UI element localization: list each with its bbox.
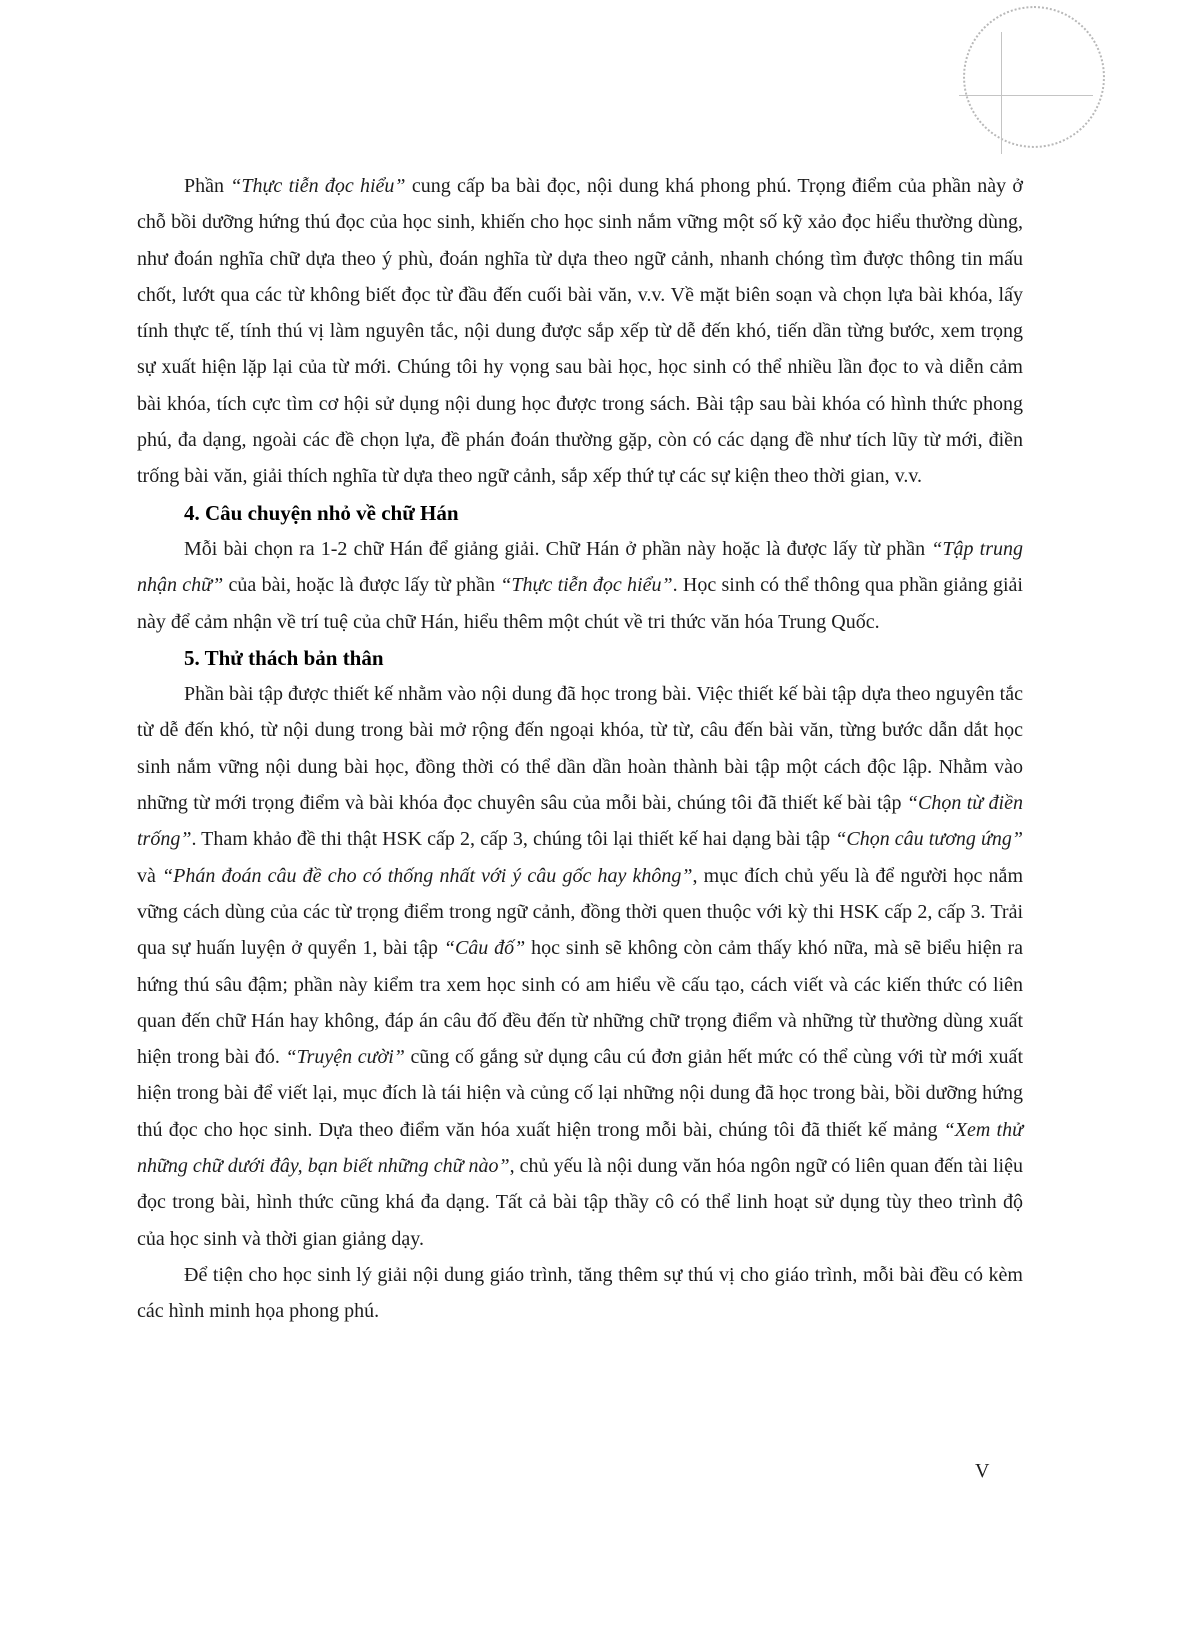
section-5-paragraph: Phần bài tập được thiết kế nhằm vào nội dung đã học trong bài. Việc thiết kế bài tập dựa theo nguyên tắc từ dễ đến khó, từ nội dung trong bài mở rộng đến ngoại khóa, từ từ, câu đến bài văn, từng bước dẫn dắt học sinh nắm vững nội dung bài học, đồng thời có thể dần dần hoàn thành bài tập một cách độc lập. Nhằm vào những từ mới trọng điểm và bài khóa đọc chuyên sâu của mỗi bài, chúng tôi đã thiết kế bài tập “Chọn từ điền trống”. Tham khảo đề thi thật HSK cấp 2, cấp 3, chúng tôi lại thiết kế hai dạng bài tập “Chọn câu tương ứng” và “Phán đoán câu đề cho có thống nhất với ý câu gốc hay không”, mục đích chủ yếu là để người học nắm vững cách dùng của các từ trọng điểm trong ngữ cảnh, đồng thời quen thuộc với kỳ thi HSK cấp 2, cấp 3. Trải qua sự huấn luyện ở quyển 1, bài tập “Câu đố” học sinh sẽ không còn cảm thấy khó nữa, mà sẽ biểu hiện ra hứng thú sâu đậm; phần này kiểm tra xem học sinh có am hiểu về cấu tạo, cách viết và các kiến thức có liên quan đến chữ Hán hay không, đáp án câu đố đều đến từ những chữ trọng điểm và những từ thường dùng xuất hiện trong bài đó. “Truyện cười” cũng cố gắng sử dụng câu cú đơn giản hết mức có thể cùng với từ mới xuất hiện trong bài để viết lại, mục đích là tái hiện và củng cố lại những nội dung đã học trong bài, bồi dưỡng hứng thú đọc cho học sinh. Dựa theo điểm văn hóa xuất hiện trong mỗi bài, chúng tôi đã thiết kế mảng “Xem thử những chữ dưới đây, bạn biết những chữ nào”, chủ yếu là nội dung văn hóa ngôn ngữ có liên quan đến tài liệu đọc trong bài, hình thức cũng khá đa dạng. Tất cả bài tập thầy cô có thể linh hoạt sử dụng tùy theo trình độ của học sinh và thời gian giảng dạy. bbox=[137, 683, 1023, 1250]
page-number: V bbox=[975, 1460, 990, 1482]
section-4-heading: 4. Câu chuyện nhỏ về chữ Hán bbox=[184, 500, 459, 525]
page-content bbox=[137, 168, 1023, 1330]
crosshair-vertical-line bbox=[1001, 32, 1002, 154]
crosshair-horizontal-line bbox=[959, 95, 1093, 96]
paragraph-reading-practice: Phần “Thực tiễn đọc hiểu” cung cấp ba bài đọc, nội dung khá phong phú. Trọng điểm của phần này ở chỗ bồi dưỡng hứng thú đọc của học sinh, khiến cho học sinh nắm vững một số kỹ xảo đọc hiểu thường dùng, như đoán nghĩa chữ dựa theo ý phù, đoán nghĩa từ dựa theo ngữ cảnh, nhanh chóng tìm được thông tin mấu chốt, lướt qua các từ không biết đọc từ đầu đến cuối bài văn, v.v. Về mặt biên soạn và chọn lựa bài khóa, lấy tính thực tế, tính thú vị làm nguyên tắc, nội dung được sắp xếp từ dễ đến khó, tiến dần từng bước, xem trọng sự xuất hiện lặp lại của từ mới. Chúng tôi hy vọng sau bài học, học sinh có thể nhiều lần đọc to và diễn cảm bài khóa, tích cực tìm cơ hội sử dụng nội dung học được trong sách. Bài tập sau bài khóa có hình thức phong phú, đa dạng, ngoài các đề chọn lựa, đề phán đoán thường gặp, còn có các dạng đề như tích lũy từ mới, điền trống bài văn, giải thích nghĩa từ dựa theo ngữ cảnh, sắp xếp thứ tự các sự kiện theo thời gian, v.v. bbox=[137, 175, 1023, 488]
paragraph-illustrations: Để tiện cho học sinh lý giải nội dung giáo trình, tăng thêm sự thú vị cho giáo trình, mỗi bài đều có kèm các hình minh họa phong phú. bbox=[137, 1263, 1023, 1323]
registration-mark bbox=[963, 6, 1105, 148]
dotted-circle-icon bbox=[963, 6, 1105, 148]
section-4-paragraph: Mỗi bài chọn ra 1-2 chữ Hán để giảng giải. Chữ Hán ở phần này hoặc là được lấy từ phần “Tập trung nhận chữ” của bài, hoặc là được lấy từ phần “Thực tiễn đọc hiểu”. Học sinh có thể thông qua phần giảng giải này để cảm nhận về trí tuệ của chữ Hán, hiểu thêm một chút về tri thức văn hóa Trung Quốc. bbox=[137, 537, 1023, 633]
section-5-heading: 5. Thử thách bản thân bbox=[184, 645, 384, 670]
